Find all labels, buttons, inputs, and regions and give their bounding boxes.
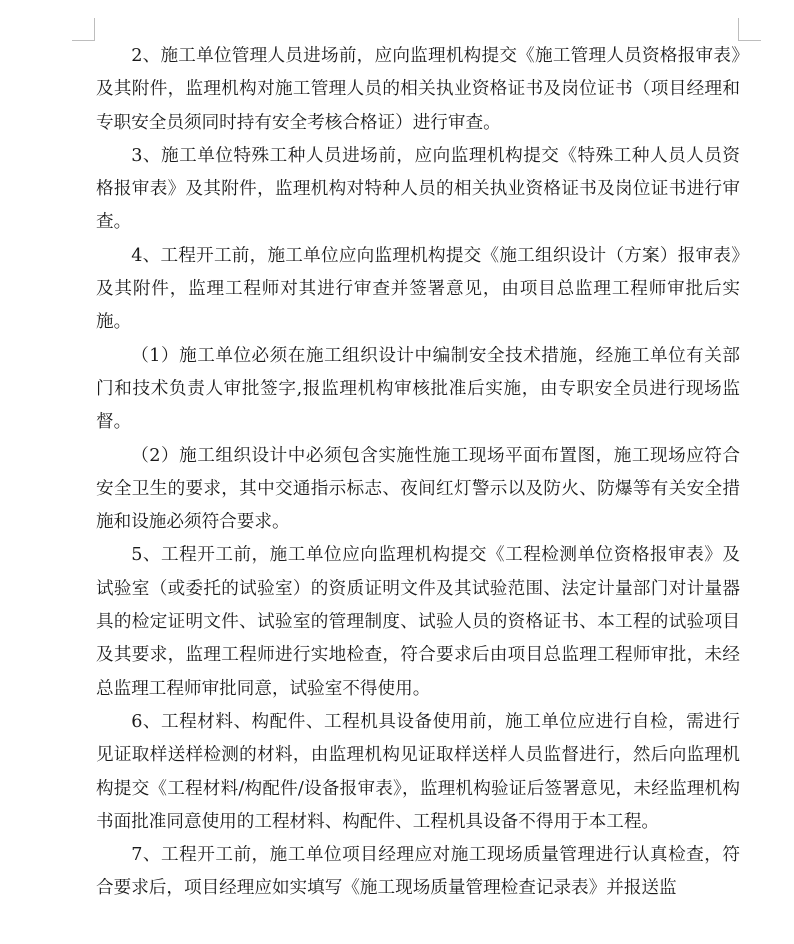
paragraph-4: 4、工程开工前，施工单位应向监理机构提交《施工组织设计（方案）报审表》及其附件，监理工程师对其进行审查并签署意见，由项目总监理工程师审批后实施。 — [96, 245, 740, 333]
paragraph-6: 6、工程材料、构配件、工程机具设备使用前，施工单位应进行自检，需进行见证取样送样检测的材料，由监理机构见证取样送样人员监督进行，然后向监理机构提交《工程材料/构配件/设备报审表》，监理机构验证后签署意见，未经监理机构书面批准同意使用的工程材料、构配件、工程机具设备不得用于本工程。 — [96, 711, 740, 832]
paragraph-7: 7、工程开工前，施工单位项目经理应对施工现场质量管理进行认真检查，符合要求后，项目经理应如实填写《施工现场质量管理检查记录表》并报送监 — [96, 845, 740, 899]
paragraph-3: 3、施工单位特殊工种人员进场前，应向监理机构提交《特殊工种人员人员资格报审表》及其附件，监理机构对特种人员的相关执业资格证书及岗位证书进行审查。 — [96, 145, 740, 233]
paragraph-4-2: （2）施工组织设计中必须包含实施性施工现场平面布置图，施工现场应符合安全卫生的要求，其中交通指示标志、夜间红灯警示以及防火、防爆等有关安全措施和设施必须符合要求。 — [96, 445, 740, 533]
crop-mark-top-right — [738, 18, 761, 41]
paragraph-5: 5、工程开工前，施工单位应向监理机构提交《工程检测单位资格报审表》及试验室（或委托的试验室）的资质证明文件及其试验范围、法定计量部门对计量器具的检定证明文件、试验室的管理制度、试验人员的资格证书、本工程的试验项目及其要求，监理工程师进行实地检查，符合要求后由项目总监理工程师审批，未经总监理工程师审批同意，试验室不得使用。 — [96, 545, 740, 699]
paragraph-2: 2、施工单位管理人员进场前，应向监理机构提交《施工管理人员资格报审表》及其附件，监理机构对施工管理人员的相关执业资格证书及岗位证书（项目经理和专职安全员须同时持有安全考核合格证）进行审查。 — [96, 46, 740, 133]
document-body — [96, 40, 740, 906]
crop-mark-top-left — [72, 18, 95, 41]
paragraph-4-1: （1）施工单位必须在施工组织设计中编制安全技术措施，经施工单位有关部门和技术负责人审批签字,报监理机构审核批准后实施，由专职安全员进行现场监督。 — [96, 345, 740, 433]
